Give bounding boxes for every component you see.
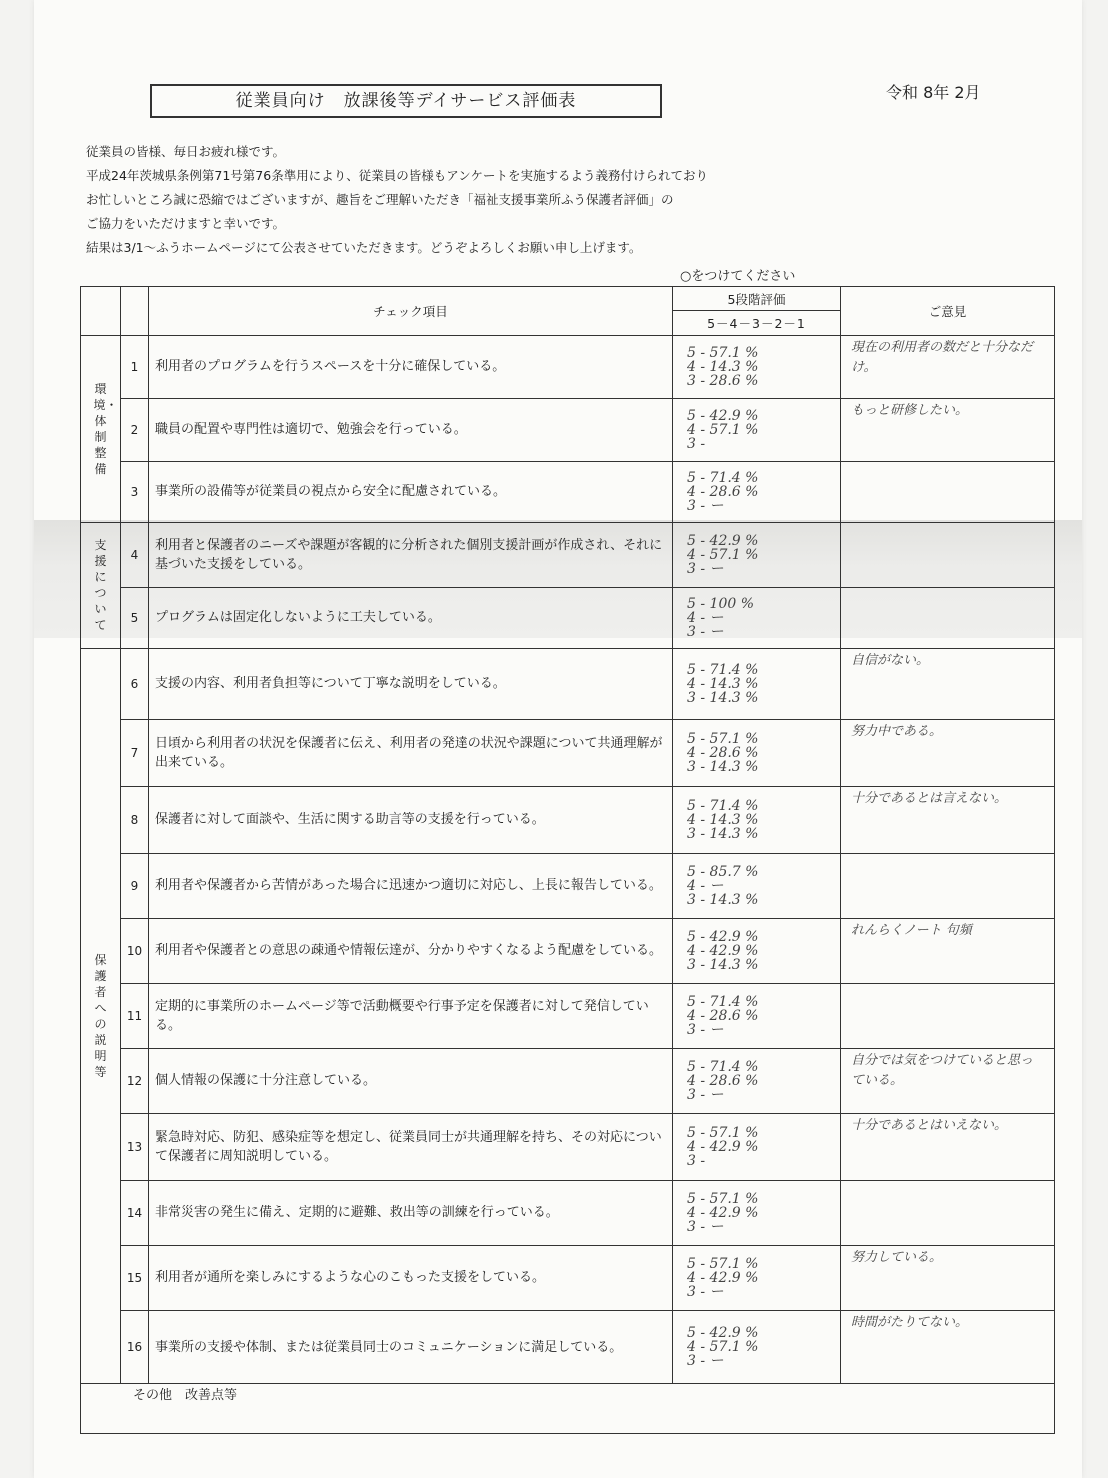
row-number: 2	[121, 398, 149, 461]
answer-cell[interactable]: 5 - 71.4 % 4 - 14.3 % 3 - 14.3 %	[673, 648, 841, 719]
answer-cell[interactable]: 5 - 57.1 % 4 - 42.9 % 3 - ー	[673, 1245, 841, 1310]
header-scale: 5－4－3－2－1	[673, 311, 841, 335]
header-check-item: チェック項目	[149, 287, 673, 336]
row-number: 1	[121, 335, 149, 398]
opinion-cell[interactable]: 自信がない。	[841, 648, 1055, 719]
question-text: 事業所の設備等が従業員の視点から安全に配慮されている。	[149, 461, 673, 522]
intro-line: 結果は3/1～ふうホームページにて公表させていただきます。どうぞよろしくお願い申し上げます。	[86, 240, 642, 255]
opinion-cell[interactable]	[841, 587, 1055, 648]
question-text: 定期的に事業所のホームページ等で活動概要や行事予定を保護者に対して発信している。	[149, 983, 673, 1048]
question-text: 事業所の支援や体制、または従業員同士のコミュニケーションに満足している。	[149, 1310, 673, 1383]
row-number: 9	[121, 853, 149, 918]
answer-cell[interactable]: 5 - 71.4 % 4 - 14.3 % 3 - 14.3 %	[673, 786, 841, 853]
intro-line: 平成24年茨城県条例第71号第76条準用により、従業員の皆様もアンケートを実施するよう義務付けられており	[86, 168, 708, 183]
category-environment: 環境・体制整備	[81, 335, 121, 522]
row-number: 8	[121, 786, 149, 853]
row-number: 15	[121, 1245, 149, 1310]
category-support: 支援について	[81, 522, 121, 648]
opinion-cell[interactable]: もっと研修したい。	[841, 398, 1055, 461]
question-text: 職員の配置や専門性は適切で、勉強会を行っている。	[149, 398, 673, 461]
opinion-cell[interactable]	[841, 461, 1055, 522]
answer-cell[interactable]: 5 - 85.7 % 4 - ー 3 - 14.3 %	[673, 853, 841, 918]
intro-line: 従業員の皆様、毎日お疲れ様です。	[86, 144, 286, 159]
intro-line: お忙しいところ誠に恐縮ではございますが、趣旨をご理解いただき「福祉支援事業所ふう保護者評価」の	[86, 192, 674, 207]
other-improvements[interactable]	[81, 1384, 1055, 1434]
opinion-cell[interactable]	[841, 983, 1055, 1048]
question-text: 非常災害の発生に備え、定期的に避難、救出等の訓練を行っている。	[149, 1180, 673, 1245]
opinion-cell[interactable]: 十分であるとはいえない。	[841, 1113, 1055, 1180]
answer-cell[interactable]: 5 - 71.4 % 4 - 28.6 % 3 - ー	[673, 461, 841, 522]
form-date: 令和 8年 2月	[886, 83, 981, 102]
row-number: 3	[121, 461, 149, 522]
opinion-cell[interactable]	[841, 522, 1055, 587]
row-number: 11	[121, 983, 149, 1048]
answer-cell[interactable]: 5 - 42.9 % 4 - 42.9 % 3 - 14.3 %	[673, 918, 841, 983]
header-blank	[121, 287, 149, 336]
row-number: 12	[121, 1048, 149, 1113]
opinion-cell[interactable]: 現在の利用者の数だと十分なだけ。	[841, 335, 1055, 398]
opinion-cell[interactable]: 十分であるとは言えない。	[841, 786, 1055, 853]
opinion-cell[interactable]: れんらくノート 句頻	[841, 918, 1055, 983]
category-parents: 保護者への説明等	[81, 648, 121, 1383]
row-number: 5	[121, 587, 149, 648]
opinion-cell[interactable]: 時間がたりてない。	[841, 1310, 1055, 1383]
answer-cell[interactable]: 5 - 42.9 % 4 - 57.1 % 3 - ー	[673, 522, 841, 587]
question-text: 利用者が通所を楽しみにするような心のこもった支援をしている。	[149, 1245, 673, 1310]
form-title: 従業員向け 放課後等デイサービス評価表	[150, 84, 662, 118]
header-eval: 5段階評価	[673, 287, 841, 311]
opinion-cell[interactable]	[841, 853, 1055, 918]
question-text: 保護者に対して面談や、生活に関する助言等の支援を行っている。	[149, 786, 673, 853]
answer-cell[interactable]: 5 - 42.9 % 4 - 57.1 % 3 - ー	[673, 1310, 841, 1383]
row-number: 4	[121, 522, 149, 587]
row-number: 7	[121, 719, 149, 786]
answer-cell[interactable]: 5 - 57.1 % 4 - 42.9 % 3 - ー	[673, 1180, 841, 1245]
question-text: 支援の内容、利用者負担等について丁寧な説明をしている。	[149, 648, 673, 719]
row-number: 10	[121, 918, 149, 983]
header-opinion: ご意見	[841, 287, 1055, 336]
opinion-cell[interactable]	[841, 1180, 1055, 1245]
row-number: 14	[121, 1180, 149, 1245]
question-text: 利用者と保護者のニーズや課題が客観的に分析された個別支援計画が作成され、それに基づいた支援をしている。	[149, 522, 673, 587]
answer-cell[interactable]: 5 - 42.9 % 4 - 57.1 % 3 -	[673, 398, 841, 461]
question-text: 個人情報の保護に十分注意している。	[149, 1048, 673, 1113]
opinion-cell[interactable]: 努力している。	[841, 1245, 1055, 1310]
row-number: 13	[121, 1113, 149, 1180]
header-blank	[81, 287, 121, 336]
answer-cell[interactable]: 5 - 100 % 4 - ー 3 - ー	[673, 587, 841, 648]
question-text: 利用者のプログラムを行うスペースを十分に確保している。	[149, 335, 673, 398]
evaluation-table	[80, 286, 1055, 1434]
row-number: 16	[121, 1310, 149, 1383]
answer-cell[interactable]: 5 - 71.4 % 4 - 28.6 % 3 - ー	[673, 983, 841, 1048]
answer-cell[interactable]: 5 - 71.4 % 4 - 28.6 % 3 - ー	[673, 1048, 841, 1113]
question-text: 利用者や保護者から苦情があった場合に迅速かつ適切に対応し、上長に報告している。	[149, 853, 673, 918]
mark-hint: ○をつけてください	[680, 269, 796, 284]
answer-cell[interactable]: 5 - 57.1 % 4 - 14.3 % 3 - 28.6 %	[673, 335, 841, 398]
opinion-cell[interactable]: 自分では気をつけていると思っている。	[841, 1048, 1055, 1113]
intro-text	[86, 140, 946, 260]
question-text: 利用者や保護者との意思の疎通や情報伝達が、分かりやすくなるよう配慮をしている。	[149, 918, 673, 983]
row-number: 6	[121, 648, 149, 719]
opinion-cell[interactable]: 努力中である。	[841, 719, 1055, 786]
question-text: 日頃から利用者の状況を保護者に伝え、利用者の発達の状況や課題について共通理解が出来ている。	[149, 719, 673, 786]
answer-cell[interactable]: 5 - 57.1 % 4 - 42.9 % 3 -	[673, 1113, 841, 1180]
other-improvements-label: その他 改善点等	[133, 1388, 238, 1404]
question-text: 緊急時対応、防犯、感染症等を想定し、従業員同士が共通理解を持ち、その対応について保護者に周知説明している。	[149, 1113, 673, 1180]
question-text: プログラムは固定化しないように工夫している。	[149, 587, 673, 648]
intro-line: ご協力をいただけますと幸いです。	[86, 216, 286, 231]
answer-cell[interactable]: 5 - 57.1 % 4 - 28.6 % 3 - 14.3 %	[673, 719, 841, 786]
